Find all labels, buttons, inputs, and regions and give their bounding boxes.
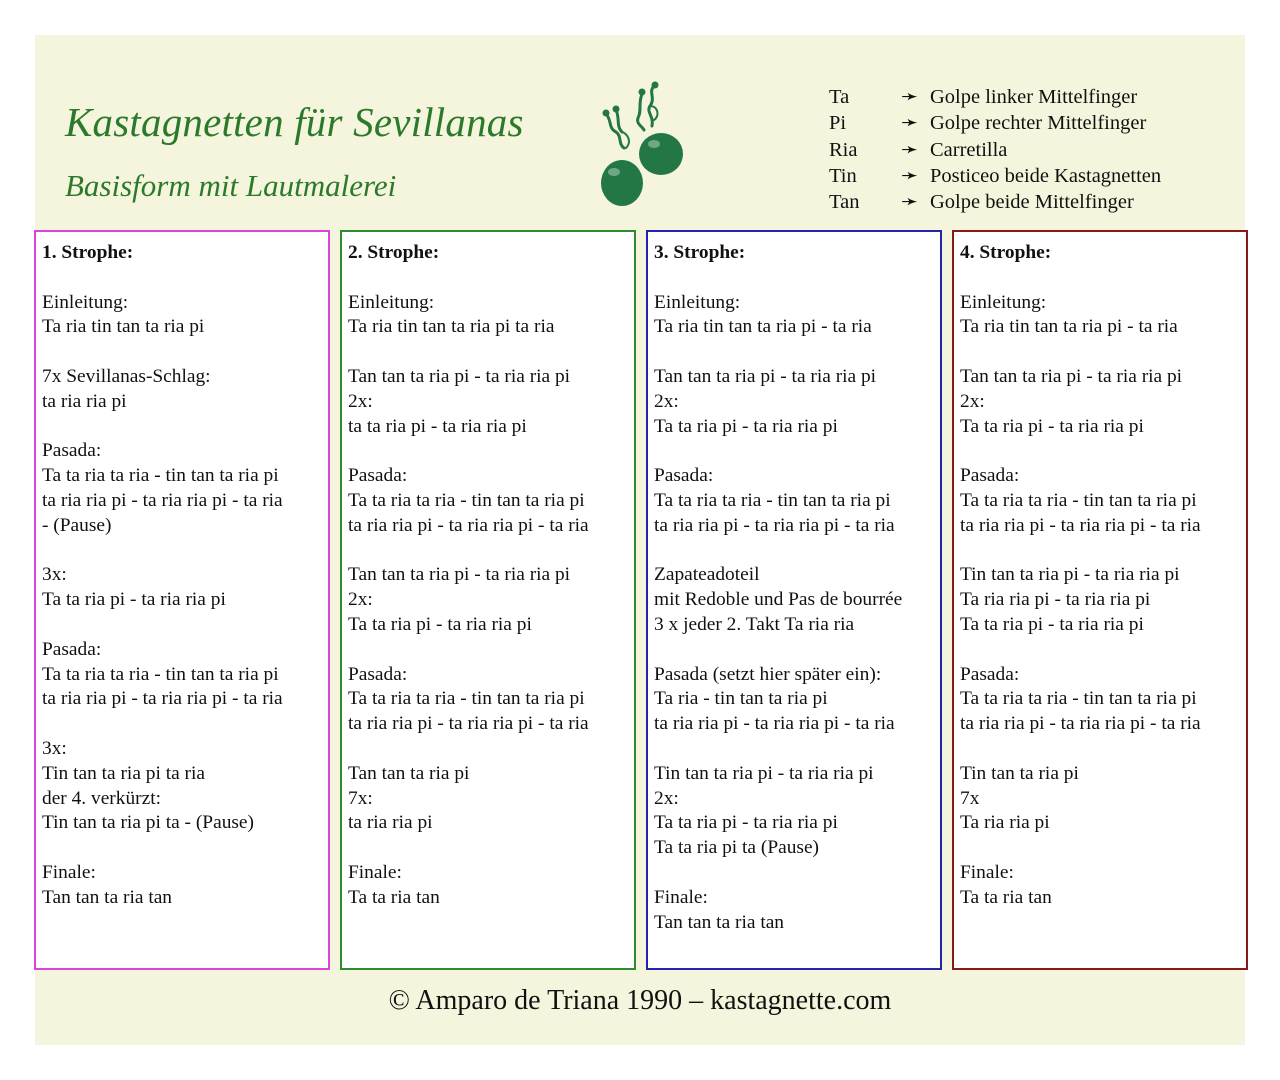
section-label: Tan tan ta ria pi - ta ria ria pi: [348, 365, 571, 387]
legend-meaning: Posticeo beide Kastagnetten: [930, 164, 1162, 187]
pattern-section: [42, 563, 328, 613]
section-label: Einleitung:: [348, 291, 435, 313]
pattern-line: Ta ria - tin tan ta ria pi: [654, 688, 828, 710]
pattern-section: [654, 886, 940, 936]
pattern-line: Tan tan ta ria tan: [42, 886, 173, 908]
section-label: Tan tan ta ria pi - ta ria ria pi: [960, 365, 1183, 387]
pattern-section: [42, 638, 328, 712]
section-label: Pasada:: [348, 465, 408, 487]
pattern-line: ta ria ria pi - ta ria ria pi - ta ria: [348, 713, 589, 735]
pattern-line: Ta ta ria ta ria - tin tan ta ria pi: [960, 688, 1197, 710]
section-label: Zapateadoteil: [654, 564, 760, 586]
arrow-icon: ➛: [901, 191, 919, 214]
section-label: Tin tan ta ria pi - ta ria ria pi: [960, 564, 1180, 586]
verse-panel-2: [340, 230, 636, 970]
page-subtitle: Basisform mit Lautmalerei: [65, 168, 397, 203]
pattern-line: Tan tan ta ria tan: [654, 911, 785, 933]
pattern-line: der 4. verkürzt:: [42, 787, 161, 809]
pattern-line: ta ria ria pi - ta ria ria pi - ta ria: [348, 514, 589, 536]
pattern-line: Ta ta ria ta ria - tin tan ta ria pi: [960, 489, 1197, 511]
verse-content: [36, 232, 328, 911]
pattern-line: 2x:: [348, 589, 373, 611]
section-label: Tan tan ta ria pi: [348, 762, 470, 784]
verse-heading: 4. Strophe:: [960, 242, 1052, 263]
pattern-section: [654, 365, 940, 439]
pattern-section: [960, 464, 1246, 538]
section-label: Finale:: [654, 886, 708, 908]
legend-row: [829, 137, 1161, 163]
section-label: Pasada (setzt hier später ein):: [654, 663, 882, 685]
verse-panel-3: [646, 230, 942, 970]
verse-content: [648, 232, 940, 935]
section-label: Pasada:: [42, 440, 102, 462]
pattern-section: [42, 861, 328, 911]
pattern-line: ta ria ria pi - ta ria ria pi - ta ria: [960, 514, 1201, 536]
pattern-line: Ta ta ria pi - ta ria ria pi: [960, 415, 1144, 437]
pattern-line: Ta ta ria ta ria - tin tan ta ria pi: [42, 465, 279, 487]
pattern-line: - (Pause): [42, 514, 112, 536]
castanets-icon: [598, 80, 694, 212]
pattern-section: [960, 861, 1246, 911]
pattern-line: Ta ria tin tan ta ria pi: [42, 316, 205, 338]
pattern-section: [960, 291, 1246, 341]
pattern-line: ta ria ria pi - ta ria ria pi - ta ria: [654, 713, 895, 735]
pattern-line: 2x:: [654, 787, 679, 809]
legend-symbol: Ta: [829, 86, 850, 108]
pattern-section: [348, 291, 634, 341]
pattern-line: Ta ta ria pi - ta ria ria pi: [348, 613, 532, 635]
legend-meaning: Golpe beide Mittelfinger: [930, 191, 1134, 214]
copyright-footer: © Amparo de Triana 1990 – kastagnette.com: [388, 985, 892, 1016]
pattern-line: ta ta ria pi - ta ria ria pi: [348, 415, 527, 437]
verse-content: [342, 232, 634, 911]
pattern-section: [348, 464, 634, 538]
pattern-line: Ta ria tin tan ta ria pi ta ria: [348, 316, 555, 338]
pattern-section: [348, 762, 634, 836]
section-label: 3x:: [42, 564, 67, 586]
pattern-line: Ta ta ria pi - ta ria ria pi: [654, 415, 838, 437]
section-label: Pasada:: [348, 663, 408, 685]
section-label: Finale:: [348, 861, 402, 883]
pattern-line: Ta ta ria pi - ta ria ria pi: [42, 589, 226, 611]
pattern-section: [654, 762, 940, 861]
legend-row: [829, 189, 1161, 215]
section-label: Einleitung:: [654, 291, 741, 313]
verse-heading: 2. Strophe:: [348, 242, 440, 263]
pattern-line: ta ria ria pi - ta ria ria pi - ta ria: [42, 688, 283, 710]
section-label: Einleitung:: [960, 291, 1047, 313]
pattern-line: ta ria ria pi - ta ria ria pi - ta ria: [654, 514, 895, 536]
pattern-line: Ta ria ria pi: [960, 812, 1050, 834]
arrow-icon: ➛: [901, 138, 919, 161]
pattern-line: ta ria ria pi - ta ria ria pi - ta ria: [42, 489, 283, 511]
pattern-section: [348, 663, 634, 737]
legend-meaning: Golpe rechter Mittelfinger: [930, 112, 1147, 135]
pattern-line: Ta ta ria pi - ta ria ria pi: [654, 812, 838, 834]
pattern-line: 7x: [960, 787, 980, 809]
pattern-line: Ta ta ria ta ria - tin tan ta ria pi: [348, 688, 585, 710]
pattern-line: Ta ta ria pi ta (Pause): [654, 837, 820, 859]
arrow-icon: ➛: [901, 86, 919, 108]
pattern-section: [348, 563, 634, 637]
pattern-section: [654, 464, 940, 538]
section-label: Tin tan ta ria pi - ta ria ria pi: [654, 762, 874, 784]
verse-heading: 3. Strophe:: [654, 242, 746, 263]
legend-symbol: Tin: [829, 164, 857, 187]
section-label: Einleitung:: [42, 291, 129, 313]
page-title: Kastagnetten für Sevillanas: [65, 99, 524, 145]
pattern-line: 2x:: [654, 390, 679, 412]
legend-symbol: Pi: [829, 112, 847, 135]
section-label: 7x Sevillanas-Schlag:: [42, 365, 211, 387]
verse-heading: 1. Strophe:: [42, 242, 134, 263]
pattern-line: Ta ria ria pi - ta ria ria pi: [960, 589, 1151, 611]
arrow-icon: ➛: [901, 164, 919, 187]
section-label: 3x:: [42, 737, 67, 759]
pattern-line: Ta ria tin tan ta ria pi - ta ria: [654, 316, 872, 338]
pattern-section: [960, 663, 1246, 737]
pattern-section: [42, 439, 328, 538]
pattern-section: [42, 737, 328, 836]
pattern-line: 7x:: [348, 787, 373, 809]
pattern-line: Tin tan ta ria pi ta - (Pause): [42, 812, 254, 834]
pattern-section: [960, 563, 1246, 637]
pattern-line: Ta ta ria pi - ta ria ria pi: [960, 613, 1144, 635]
pattern-line: Ta ta ria tan: [348, 886, 440, 908]
section-label: Finale:: [960, 861, 1014, 883]
pattern-line: Ta ta ria ta ria - tin tan ta ria pi: [654, 489, 891, 511]
pattern-line: 3 x jeder 2. Takt Ta ria ria: [654, 613, 855, 635]
pattern-line: Ta ta ria ta ria - tin tan ta ria pi: [348, 489, 585, 511]
pattern-line: mit Redoble und Pas de bourrée: [654, 589, 903, 611]
section-label: Tan tan ta ria pi - ta ria ria pi: [348, 564, 571, 586]
section-label: Finale:: [42, 861, 96, 883]
section-label: Tan tan ta ria pi - ta ria ria pi: [654, 365, 877, 387]
pattern-section: [960, 762, 1246, 836]
legend-row: [829, 110, 1161, 136]
pattern-section: [348, 365, 634, 439]
pattern-line: Ta ria tin tan ta ria pi - ta ria: [960, 316, 1178, 338]
pattern-line: ta ria ria pi - ta ria ria pi - ta ria: [960, 713, 1201, 735]
section-label: Pasada:: [42, 638, 102, 660]
pattern-line: ta ria ria pi: [42, 390, 127, 412]
legend: [829, 84, 1161, 215]
legend-meaning: Carretilla: [930, 138, 1008, 161]
legend-row: [829, 163, 1161, 189]
verse-content: [954, 232, 1246, 911]
pattern-line: Ta ta ria tan: [960, 886, 1052, 908]
pattern-line: Ta ta ria ta ria - tin tan ta ria pi: [42, 663, 279, 685]
verse-panel-4: [952, 230, 1248, 970]
pattern-section: [960, 365, 1246, 439]
section-label: Pasada:: [654, 465, 714, 487]
section-label: Tin tan ta ria pi: [960, 762, 1079, 784]
section-label: Pasada:: [960, 465, 1020, 487]
legend-symbol: Ria: [829, 138, 858, 161]
section-label: Pasada:: [960, 663, 1020, 685]
legend-meaning: Golpe linker Mittelfinger: [930, 86, 1138, 108]
pattern-line: 2x:: [960, 390, 985, 412]
legend-symbol: Tan: [829, 191, 860, 214]
pattern-line: 2x:: [348, 390, 373, 412]
arrow-icon: ➛: [901, 112, 919, 135]
pattern-section: [654, 563, 940, 637]
pattern-section: [348, 861, 634, 911]
pattern-section: [654, 663, 940, 737]
pattern-line: Tin tan ta ria pi ta ria: [42, 762, 205, 784]
legend-row: [829, 84, 1161, 110]
pattern-section: [42, 365, 328, 415]
verse-panel-1: [34, 230, 330, 970]
pattern-section: [42, 291, 328, 341]
pattern-section: [654, 291, 940, 341]
pattern-line: ta ria ria pi: [348, 812, 433, 834]
